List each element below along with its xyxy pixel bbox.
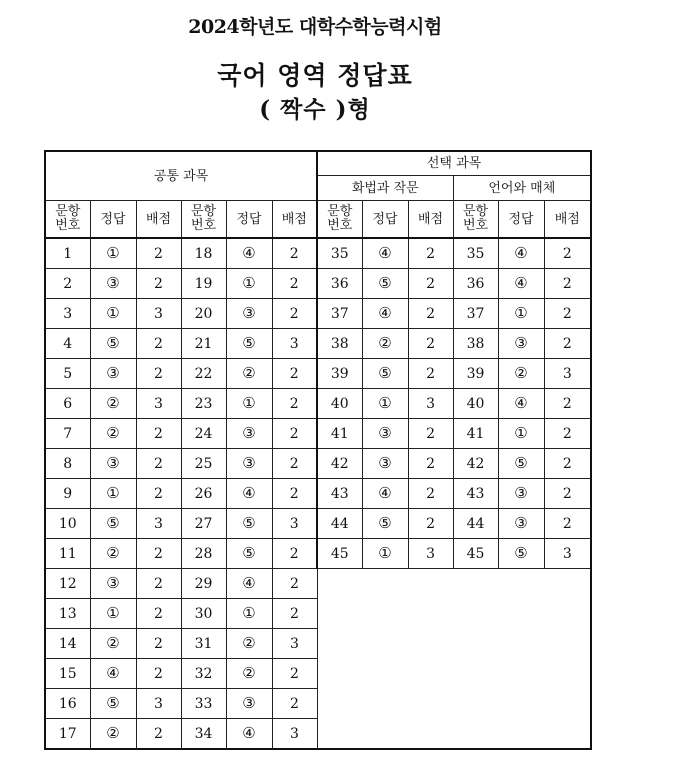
common-answer: ①	[90, 479, 136, 509]
elective-2-question-number: 43	[453, 479, 498, 509]
elective-2-question-number: 44	[453, 509, 498, 539]
elective-2-points: 2	[544, 269, 591, 299]
col-header-question-line2: 번호	[55, 218, 81, 233]
common-question-number: 21	[181, 329, 226, 359]
elective-2-points: 2	[544, 389, 591, 419]
common-question-number: 34	[181, 719, 226, 750]
col-header-answer: 정답	[226, 201, 272, 239]
elective-1-question-number: 44	[317, 509, 362, 539]
common-question-number: 25	[181, 449, 226, 479]
common-points: 2	[136, 629, 181, 659]
common-points: 3	[136, 299, 181, 329]
common-question-number: 17	[45, 719, 90, 750]
elective-2-answer: ④	[498, 269, 544, 299]
table-row	[45, 509, 591, 539]
col-header-question-line1: 문항	[55, 204, 81, 220]
common-question-number: 29	[181, 569, 226, 599]
common-answer: ④	[90, 659, 136, 689]
common-answer: ②	[90, 629, 136, 659]
common-question-number: 7	[45, 419, 90, 449]
common-answer: ②	[90, 539, 136, 569]
common-question-number: 28	[181, 539, 226, 569]
elective-2-points: 2	[544, 299, 591, 329]
common-points: 2	[272, 659, 317, 689]
elective-2-question-number: 45	[453, 539, 498, 569]
elective-2-answer: ①	[498, 299, 544, 329]
elective-2-question-number: 42	[453, 449, 498, 479]
common-question-number: 20	[181, 299, 226, 329]
common-answer: ③	[226, 449, 272, 479]
table-row	[45, 449, 591, 479]
common-answer: ⑤	[90, 509, 136, 539]
col-header-answer: 정답	[362, 201, 408, 239]
elective-2-points: 2	[544, 419, 591, 449]
elective-1-question-number: 39	[317, 359, 362, 389]
common-answer: ④	[226, 479, 272, 509]
common-question-number: 13	[45, 599, 90, 629]
table-row	[45, 329, 591, 359]
col-header-question	[181, 201, 226, 239]
elective-1-points: 2	[408, 359, 453, 389]
elective-2-question-number: 39	[453, 359, 498, 389]
elective-2-points: 3	[544, 539, 591, 569]
common-answer: ③	[90, 569, 136, 599]
col-header-question-line2: 번호	[462, 218, 489, 233]
elective-1-points: 3	[408, 539, 453, 569]
elective-1-question-number: 36	[317, 269, 362, 299]
common-question-number: 3	[45, 299, 90, 329]
common-question-number: 1	[45, 238, 90, 269]
common-points: 3	[136, 389, 181, 419]
col-header-question	[317, 201, 362, 239]
common-answer: ⑤	[226, 539, 272, 569]
elective-2-points: 3	[544, 359, 591, 389]
common-points: 2	[272, 238, 317, 269]
common-points: 3	[272, 509, 317, 539]
common-points: 2	[136, 719, 181, 750]
common-points: 2	[136, 479, 181, 509]
col-header-question-line2: 번호	[190, 218, 217, 233]
common-answer: ③	[226, 299, 272, 329]
common-points: 2	[136, 569, 181, 599]
col-header-question-line1: 문항	[190, 204, 217, 220]
elective-1-answer: ④	[362, 479, 408, 509]
common-question-number: 23	[181, 389, 226, 419]
elective-1-question-number: 41	[317, 419, 362, 449]
col-header-points: 배점	[408, 201, 453, 239]
common-answer: ①	[90, 299, 136, 329]
elective-1-points: 2	[408, 299, 453, 329]
elective-1-points: 2	[408, 329, 453, 359]
elective-2-question-number: 41	[453, 419, 498, 449]
common-question-number: 15	[45, 659, 90, 689]
col-header-question-line2: 번호	[327, 218, 353, 233]
elective-2-points: 2	[544, 329, 591, 359]
elective-2-answer: ②	[498, 359, 544, 389]
common-points: 3	[272, 629, 317, 659]
common-question-number: 31	[181, 629, 226, 659]
empty-area	[317, 569, 591, 750]
column-header-row	[45, 201, 591, 239]
answer-table	[44, 150, 592, 750]
common-points: 2	[136, 238, 181, 269]
table-row	[45, 238, 591, 269]
common-answer: ④	[226, 569, 272, 599]
elective-1-answer: ④	[362, 299, 408, 329]
common-points: 3	[272, 719, 317, 750]
common-points: 2	[136, 539, 181, 569]
common-question-number: 22	[181, 359, 226, 389]
common-answer: ②	[226, 359, 272, 389]
common-question-number: 26	[181, 479, 226, 509]
elective-1-question-number: 35	[317, 238, 362, 269]
elective-1-points: 2	[408, 479, 453, 509]
elective-1-answer: ①	[362, 539, 408, 569]
common-answer: ③	[226, 689, 272, 719]
elective-2-question-number: 37	[453, 299, 498, 329]
common-answer: ②	[90, 719, 136, 750]
common-points: 2	[136, 329, 181, 359]
common-question-number: 6	[45, 389, 90, 419]
elective-2-answer: ③	[498, 509, 544, 539]
elective-1-answer: ④	[362, 238, 408, 269]
common-points: 3	[272, 329, 317, 359]
common-answer: ③	[90, 449, 136, 479]
common-answer: ①	[90, 599, 136, 629]
common-answer: ①	[226, 389, 272, 419]
common-answer: ②	[90, 419, 136, 449]
common-points: 3	[136, 509, 181, 539]
elective-1-points: 2	[408, 449, 453, 479]
common-question-number: 2	[45, 269, 90, 299]
elective-2-answer: ①	[498, 419, 544, 449]
col-header-answer: 정답	[90, 201, 136, 239]
elective-1-question-number: 42	[317, 449, 362, 479]
common-answer: ⑤	[226, 509, 272, 539]
common-answer: ⑤	[90, 329, 136, 359]
common-question-number: 30	[181, 599, 226, 629]
common-answer: ①	[226, 269, 272, 299]
elective-2-question-number: 36	[453, 269, 498, 299]
col-header-points: 배점	[544, 201, 591, 239]
elective-2-points: 2	[544, 509, 591, 539]
common-question-number: 24	[181, 419, 226, 449]
elective-2-answer: ④	[498, 389, 544, 419]
common-question-number: 27	[181, 509, 226, 539]
common-question-number: 10	[45, 509, 90, 539]
common-question-number: 11	[45, 539, 90, 569]
common-points: 2	[272, 689, 317, 719]
common-question-number: 8	[45, 449, 90, 479]
common-points: 2	[272, 449, 317, 479]
common-answer: ④	[226, 719, 272, 750]
common-points: 2	[136, 449, 181, 479]
col-header-points: 배점	[136, 201, 181, 239]
table-row	[45, 419, 591, 449]
common-answer: ②	[226, 629, 272, 659]
elective-1-points: 3	[408, 389, 453, 419]
elective-2-answer: ③	[498, 479, 544, 509]
common-points: 2	[136, 359, 181, 389]
col-header-question-line1: 문항	[327, 204, 353, 220]
elective-1-points: 2	[408, 238, 453, 269]
common-question-number: 32	[181, 659, 226, 689]
col-header-question-line1: 문항	[462, 204, 489, 220]
elective-2-question-number: 40	[453, 389, 498, 419]
elective-1-answer: ⑤	[362, 509, 408, 539]
common-answer: ①	[226, 599, 272, 629]
elective-1-question-number: 45	[317, 539, 362, 569]
elective-section-header: 선택 과목	[317, 151, 591, 176]
common-points: 2	[136, 599, 181, 629]
col-header-answer: 정답	[498, 201, 544, 239]
elective-1-answer: ③	[362, 419, 408, 449]
elective-1-answer: ③	[362, 449, 408, 479]
col-header-question	[453, 201, 498, 239]
common-question-number: 4	[45, 329, 90, 359]
common-question-number: 33	[181, 689, 226, 719]
elective-1-answer: ⑤	[362, 359, 408, 389]
elective-2-answer: ⑤	[498, 539, 544, 569]
elective-2-answer: ⑤	[498, 449, 544, 479]
table-row	[45, 269, 591, 299]
form-type: ( 짝수 )형	[259, 96, 371, 123]
common-points: 2	[136, 419, 181, 449]
col-header-points: 배점	[272, 201, 317, 239]
common-points: 2	[136, 269, 181, 299]
table-row	[45, 359, 591, 389]
elective-1-question-number: 38	[317, 329, 362, 359]
elective-1-points: 2	[408, 269, 453, 299]
elective-1-question-number: 43	[317, 479, 362, 509]
elective-2-points: 2	[544, 449, 591, 479]
elective-2-question-number: 35	[453, 238, 498, 269]
elective-2-points: 2	[544, 238, 591, 269]
common-question-number: 9	[45, 479, 90, 509]
common-points: 2	[272, 539, 317, 569]
elective-1-question-number: 40	[317, 389, 362, 419]
elective-1-question-number: 37	[317, 299, 362, 329]
common-points: 2	[272, 359, 317, 389]
common-answer: ③	[226, 419, 272, 449]
elective-1-header: 화법과 작문	[317, 176, 453, 201]
sheet-title: 국어 영역 정답표	[217, 61, 413, 90]
common-answer: ②	[90, 389, 136, 419]
common-answer: ④	[226, 238, 272, 269]
table-row	[45, 539, 591, 569]
common-answer: ①	[90, 238, 136, 269]
common-question-number: 12	[45, 569, 90, 599]
exam-title: 2024학년도 대학수학능력시험	[188, 16, 442, 38]
elective-1-answer: ⑤	[362, 269, 408, 299]
common-answer: ③	[90, 359, 136, 389]
common-question-number: 5	[45, 359, 90, 389]
common-points: 2	[272, 269, 317, 299]
common-points: 2	[272, 479, 317, 509]
elective-1-points: 2	[408, 419, 453, 449]
elective-2-question-number: 38	[453, 329, 498, 359]
common-section-header: 공통 과목	[45, 151, 317, 201]
elective-1-answer: ①	[362, 389, 408, 419]
elective-1-answer: ②	[362, 329, 408, 359]
elective-2-header: 언어와 매체	[453, 176, 591, 201]
common-answer: ⑤	[226, 329, 272, 359]
common-question-number: 14	[45, 629, 90, 659]
common-question-number: 18	[181, 238, 226, 269]
table-row	[45, 389, 591, 419]
common-question-number: 19	[181, 269, 226, 299]
table-row	[45, 479, 591, 509]
col-header-question	[45, 201, 90, 239]
common-points: 2	[272, 599, 317, 629]
common-points: 2	[136, 659, 181, 689]
elective-2-answer: ③	[498, 329, 544, 359]
common-answer: ③	[90, 269, 136, 299]
common-answer: ②	[226, 659, 272, 689]
elective-2-points: 2	[544, 479, 591, 509]
elective-1-points: 2	[408, 509, 453, 539]
common-answer: ⑤	[90, 689, 136, 719]
common-points: 2	[272, 419, 317, 449]
common-points: 2	[272, 299, 317, 329]
common-points: 3	[136, 689, 181, 719]
elective-2-answer: ④	[498, 238, 544, 269]
common-points: 2	[272, 569, 317, 599]
table-row	[45, 299, 591, 329]
common-points: 2	[272, 389, 317, 419]
table-row	[45, 569, 591, 599]
common-question-number: 16	[45, 689, 90, 719]
